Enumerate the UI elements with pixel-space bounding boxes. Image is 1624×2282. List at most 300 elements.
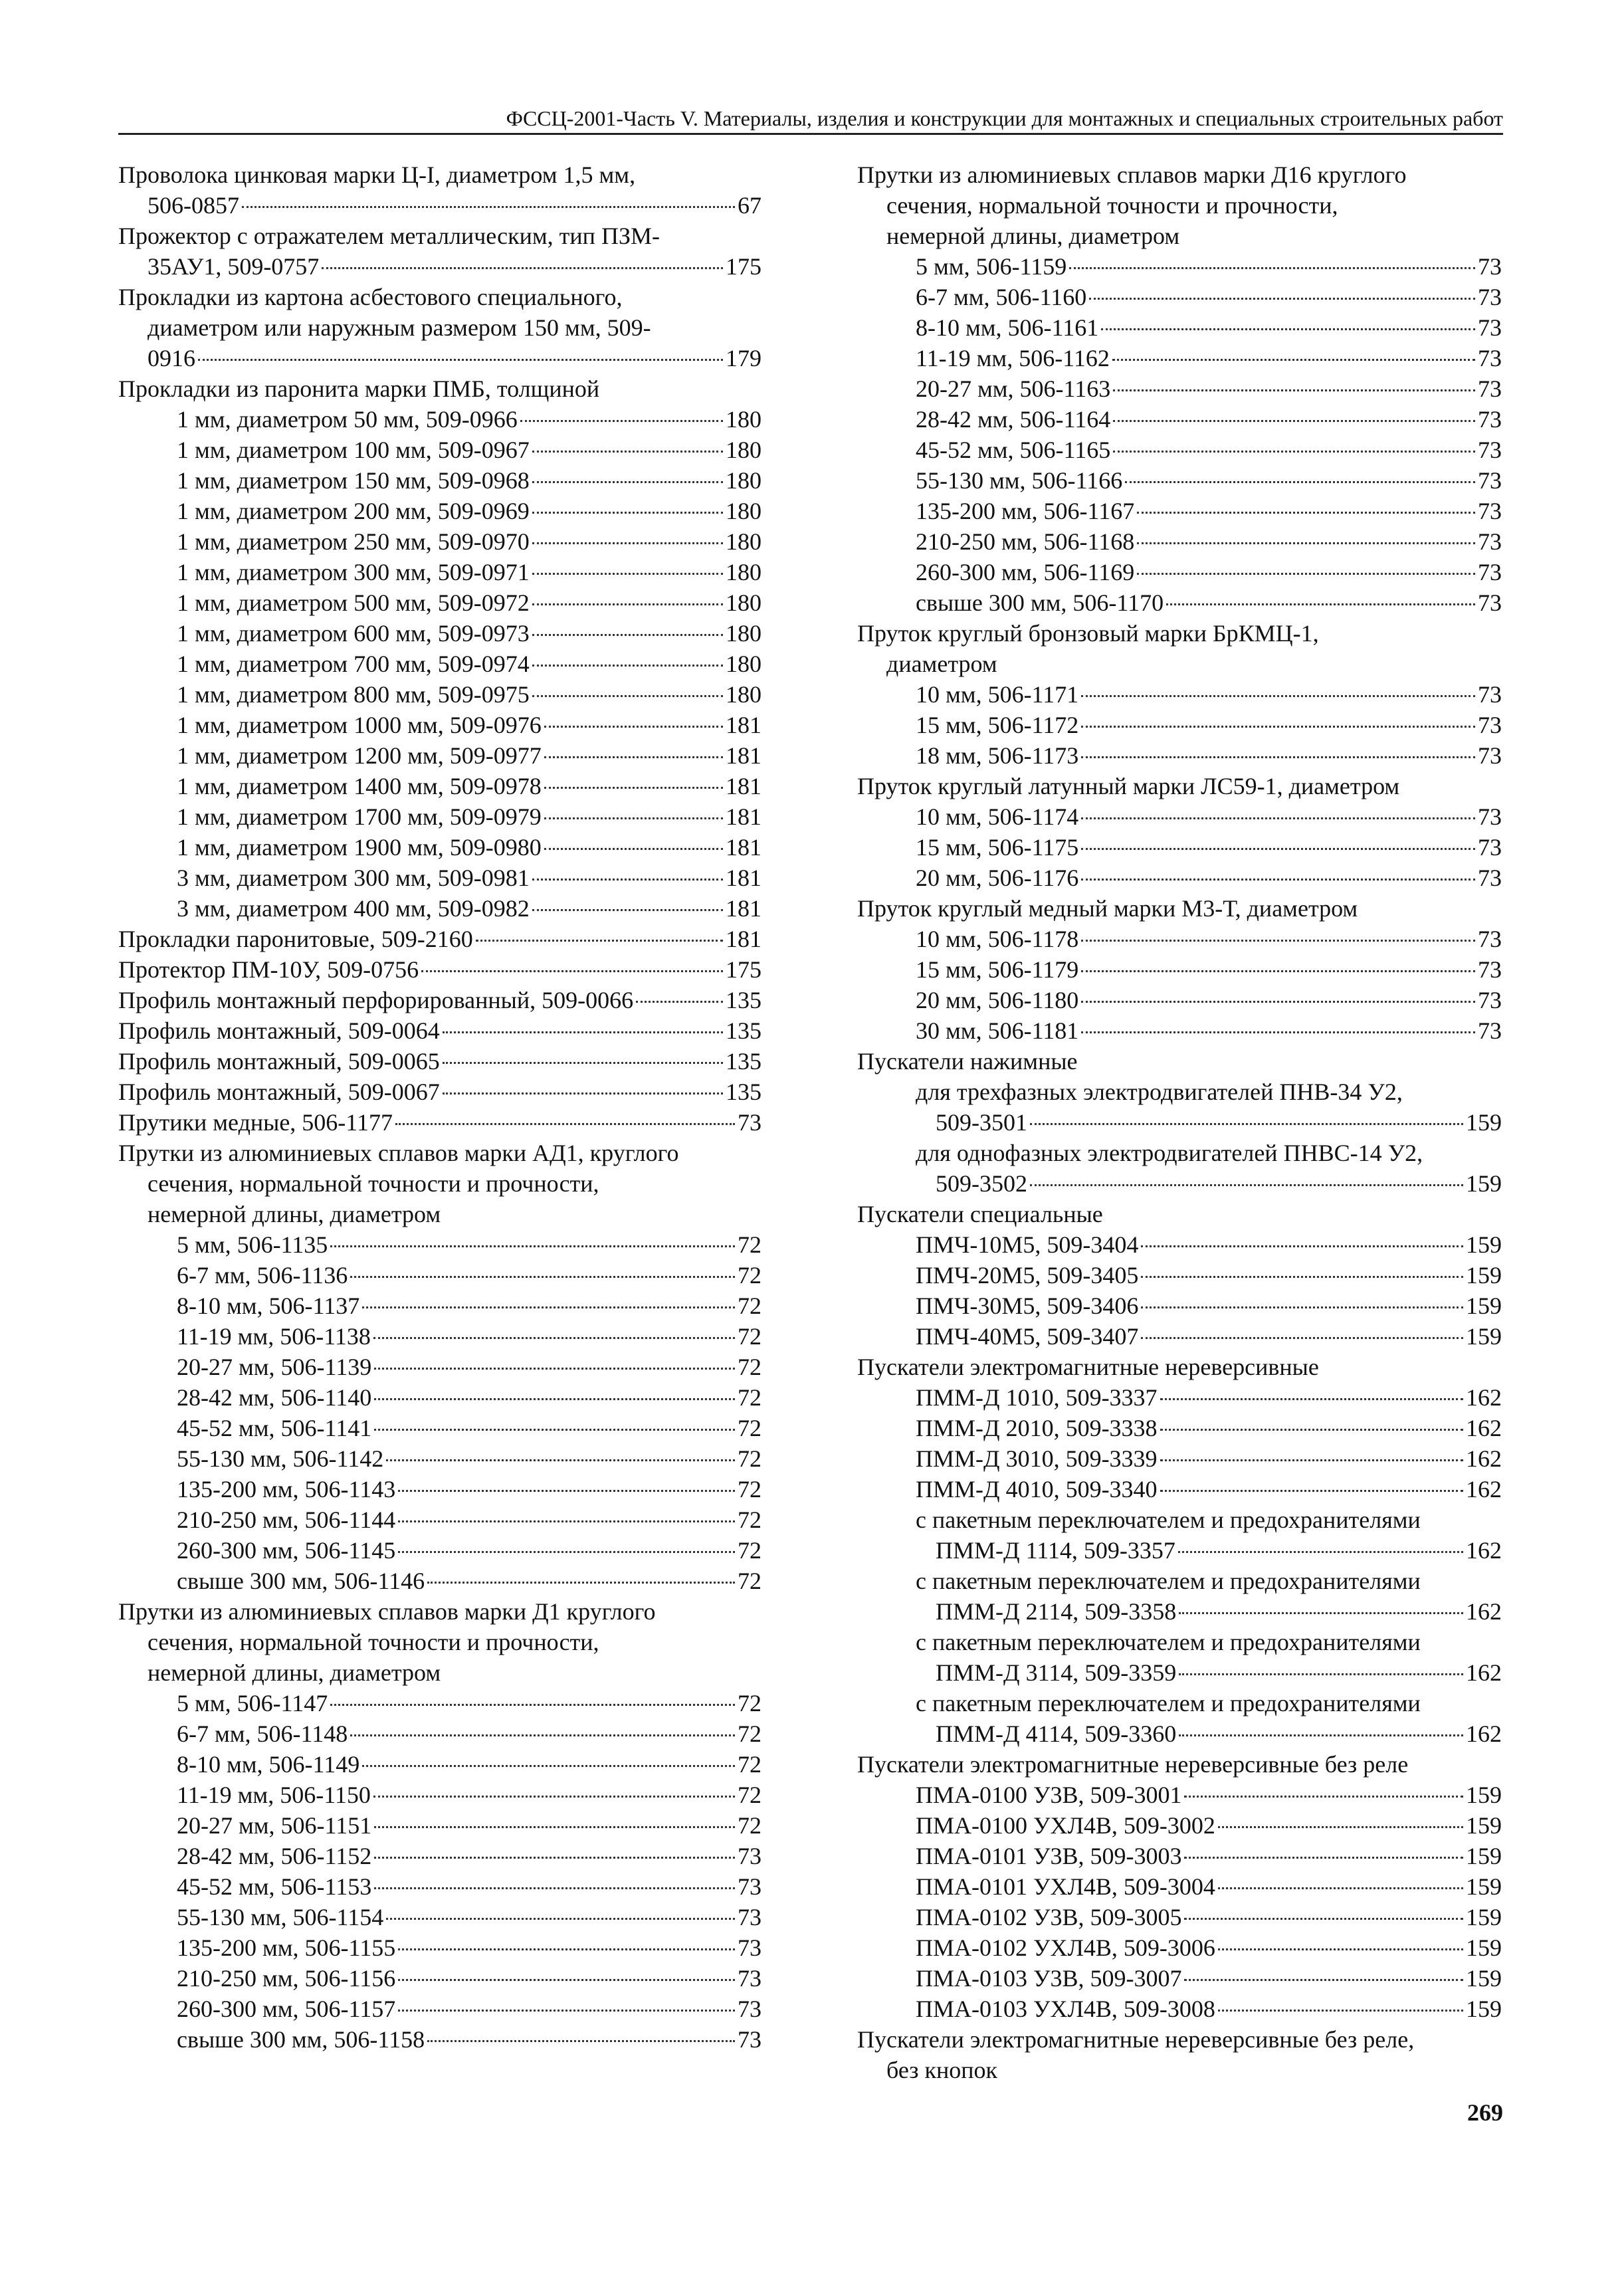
index-heading: сечения, нормальной точности и прочности, xyxy=(886,192,1338,219)
entry-text: ПМА-0101 У3В, 509-3003 xyxy=(916,1843,1182,1869)
dot-leader xyxy=(1081,1031,1475,1033)
entry-page: 180 xyxy=(726,437,761,463)
entry-page: 162 xyxy=(1466,1720,1502,1747)
entry-page: 181 xyxy=(726,742,761,769)
dot-leader xyxy=(1125,481,1475,483)
entry-page: 73 xyxy=(1478,742,1502,769)
dot-leader xyxy=(362,1765,735,1767)
index-entry xyxy=(857,1291,1502,1321)
entry-page: 135 xyxy=(726,1079,761,1105)
dot-leader xyxy=(395,1123,735,1125)
entry-page: 179 xyxy=(726,345,761,371)
dot-leader xyxy=(386,1459,735,1461)
index-entry xyxy=(118,1780,761,1810)
dot-leader xyxy=(330,1704,735,1706)
entry-page: 73 xyxy=(1478,956,1502,983)
dot-leader xyxy=(1030,1123,1463,1125)
entry-page: 181 xyxy=(726,803,761,830)
entry-text: ПМЧ-10М5, 509-3404 xyxy=(916,1231,1139,1258)
entry-text: 8-10 мм, 506-1149 xyxy=(177,1751,360,1778)
entry-text: Прокладки паронитовые, 509-2160 xyxy=(118,926,473,952)
dot-leader xyxy=(1218,2010,1463,2012)
dot-leader xyxy=(350,1276,735,1278)
entry-text: 45-52 мм, 506-1153 xyxy=(177,1873,372,1900)
index-heading: для однофазных электродвигателей ПНВС-14 У2, xyxy=(916,1140,1423,1166)
index-entry xyxy=(857,282,1502,312)
entry-text: 30 мм, 506-1181 xyxy=(916,1017,1079,1044)
entry-text: 3 мм, диаметром 300 мм, 509-0981 xyxy=(177,865,530,891)
entry-page: 181 xyxy=(726,834,761,861)
entry-page: 72 xyxy=(738,1537,761,1564)
dot-leader xyxy=(532,603,723,605)
entry-text: 210-250 мм, 506-1168 xyxy=(916,528,1135,555)
index-entry xyxy=(118,1291,761,1321)
entry-text: 6-7 мм, 506-1160 xyxy=(916,284,1087,310)
index-entry xyxy=(118,1841,761,1871)
index-entry xyxy=(857,526,1502,557)
dot-leader xyxy=(544,817,723,819)
entry-text: 1 мм, диаметром 200 мм, 509-0969 xyxy=(177,498,530,524)
index-entry xyxy=(857,373,1502,404)
index-entry xyxy=(118,1810,761,1841)
entry-page: 180 xyxy=(726,589,761,616)
dot-leader xyxy=(398,1979,735,1981)
index-entry xyxy=(118,435,761,465)
entry-page: 181 xyxy=(726,865,761,891)
index-entry xyxy=(118,1321,761,1352)
index-entry xyxy=(118,343,761,373)
entry-text: 15 мм, 506-1172 xyxy=(916,712,1079,738)
dot-leader xyxy=(374,1368,735,1370)
entry-page: 73 xyxy=(1478,284,1502,310)
dot-leader xyxy=(1030,1184,1463,1186)
entry-text: ПММ-Д 2114, 509-3358 xyxy=(936,1598,1177,1625)
dot-leader xyxy=(443,1092,723,1094)
index-entry xyxy=(118,404,761,435)
index-entry xyxy=(857,1994,1502,2024)
dot-leader xyxy=(1178,1551,1463,1553)
entry-text: Протектор ПМ-10У, 509-0756 xyxy=(118,956,419,983)
index-entry xyxy=(118,649,761,679)
entry-text: 1 мм, диаметром 150 мм, 509-0968 xyxy=(177,467,530,494)
entry-page: 162 xyxy=(1466,1537,1502,1564)
index-entry xyxy=(857,679,1502,710)
entry-text: 45-52 мм, 506-1141 xyxy=(177,1415,372,1441)
entry-page: 181 xyxy=(726,926,761,952)
entry-text: 28-42 мм, 506-1152 xyxy=(177,1843,372,1869)
dot-leader xyxy=(398,2010,735,2012)
index-entry xyxy=(118,1963,761,1994)
index-entry xyxy=(857,1871,1502,1902)
entry-page: 180 xyxy=(726,620,761,647)
index-entry xyxy=(857,1413,1502,1443)
index-entry xyxy=(857,863,1502,893)
entry-page: 73 xyxy=(738,1873,761,1900)
index-entry xyxy=(118,801,761,832)
dot-leader xyxy=(532,481,723,483)
entry-text: 1 мм, диаметром 1200 мм, 509-0977 xyxy=(177,742,542,769)
entry-text: ПМЧ-30М5, 509-3406 xyxy=(916,1293,1139,1319)
index-entry xyxy=(118,1749,761,1780)
dot-leader xyxy=(1113,389,1475,391)
entry-page: 162 xyxy=(1466,1445,1502,1472)
entry-text: ПМА-0101 УХЛ4В, 509-3004 xyxy=(916,1873,1215,1900)
entry-page: 159 xyxy=(1466,1262,1502,1289)
index-heading: Прутки из алюминиевых сплавов марки Д16 круглого xyxy=(857,161,1407,188)
dot-leader xyxy=(1218,1826,1463,1828)
entry-text: ПМЧ-40М5, 509-3407 xyxy=(916,1323,1139,1350)
entry-page: 67 xyxy=(738,192,761,219)
index-entry xyxy=(857,710,1502,740)
entry-page: 73 xyxy=(1478,681,1502,708)
entry-text: 10 мм, 506-1178 xyxy=(916,926,1079,952)
index-entry xyxy=(857,1810,1502,1841)
index-entry xyxy=(857,1780,1502,1810)
entry-page: 159 xyxy=(1466,1934,1502,1961)
index-entry xyxy=(118,740,761,771)
entry-text: 55-130 мм, 506-1166 xyxy=(916,467,1123,494)
entry-page: 72 xyxy=(738,1751,761,1778)
entry-page: 180 xyxy=(726,528,761,555)
index-entry xyxy=(857,1443,1502,1474)
dot-leader xyxy=(544,756,723,758)
index-entry xyxy=(857,1382,1502,1413)
index-entry xyxy=(857,1902,1502,1932)
dot-leader xyxy=(421,970,723,972)
index-entry xyxy=(857,740,1502,771)
index-entry xyxy=(857,1657,1502,1688)
dot-leader xyxy=(427,1582,735,1584)
entry-text: 1 мм, диаметром 1000 мм, 509-0976 xyxy=(177,712,542,738)
entry-page: 135 xyxy=(726,1017,761,1044)
dot-leader xyxy=(1081,726,1475,728)
dot-leader xyxy=(1081,1001,1475,1003)
dot-leader xyxy=(532,879,723,881)
index-heading: с пакетным переключателем и предохранителями xyxy=(916,1690,1421,1716)
entry-text: 20-27 мм, 506-1151 xyxy=(177,1812,372,1839)
entry-page: 159 xyxy=(1466,1965,1502,1992)
dot-leader xyxy=(398,1948,735,1950)
index-entry xyxy=(857,1932,1502,1963)
dot-leader xyxy=(443,1062,723,1064)
entry-text: 1 мм, диаметром 800 мм, 509-0975 xyxy=(177,681,530,708)
entry-page: 180 xyxy=(726,651,761,677)
entry-page: 73 xyxy=(1478,712,1502,738)
index-column-left xyxy=(118,159,761,2055)
index-heading: Пруток круглый медный марки М3-Т, диаметром xyxy=(857,895,1358,922)
entry-page: 72 xyxy=(738,1568,761,1594)
entry-page: 159 xyxy=(1466,1293,1502,1319)
index-entry xyxy=(118,679,761,710)
entry-page: 159 xyxy=(1466,1782,1502,1808)
entry-page: 162 xyxy=(1466,1476,1502,1503)
entry-text: 260-300 мм, 506-1157 xyxy=(177,1996,396,2022)
dot-leader xyxy=(532,909,723,911)
dot-leader xyxy=(1081,756,1475,758)
entry-page: 135 xyxy=(726,987,761,1013)
index-entry xyxy=(857,1107,1502,1138)
index-entry xyxy=(118,1504,761,1535)
index-heading: диаметром xyxy=(886,651,997,677)
entry-page: 72 xyxy=(738,1782,761,1808)
entry-text: 6-7 мм, 506-1136 xyxy=(177,1262,348,1289)
index-entry xyxy=(857,1229,1502,1260)
entry-page: 159 xyxy=(1466,1109,1502,1136)
index-heading: диаметром или наружным размером 150 мм, 509- xyxy=(148,314,651,341)
dot-leader xyxy=(1218,1948,1463,1950)
dot-leader xyxy=(1184,1796,1463,1798)
entry-text: ПМЧ-20М5, 509-3405 xyxy=(916,1262,1139,1289)
entry-page: 72 xyxy=(738,1262,761,1289)
index-column-right xyxy=(857,159,1502,2085)
dot-leader xyxy=(1179,1612,1463,1614)
entry-text: ПММ-Д 3010, 509-3339 xyxy=(916,1445,1158,1472)
index-heading: Пруток круглый бронзовый марки БрКМЦ-1, xyxy=(857,620,1319,647)
entry-text: 1 мм, диаметром 50 мм, 509-0966 xyxy=(177,406,518,433)
index-heading: Пускатели электромагнитные нереверсивные без реле, xyxy=(857,2026,1415,2053)
dot-leader xyxy=(1081,817,1475,819)
dot-leader xyxy=(386,1918,735,1920)
index-entry xyxy=(118,1046,761,1077)
dot-leader xyxy=(1184,1918,1463,1920)
index-heading: Пускатели электромагнитные нереверсивные без реле xyxy=(857,1751,1409,1778)
dot-leader xyxy=(374,1887,735,1889)
index-heading: с пакетным переключателем и предохранителями xyxy=(916,1568,1421,1594)
index-entry xyxy=(118,954,761,985)
entry-page: 73 xyxy=(738,1843,761,1869)
dot-leader xyxy=(1137,542,1475,544)
entry-page: 73 xyxy=(738,1996,761,2022)
entry-text: ПММ-Д 4010, 509-3340 xyxy=(916,1476,1158,1503)
dot-leader xyxy=(532,512,723,514)
entry-text: 135-200 мм, 506-1143 xyxy=(177,1476,396,1503)
dot-leader xyxy=(398,1551,735,1553)
entry-page: 159 xyxy=(1466,1231,1502,1258)
entry-text: 1 мм, диаметром 250 мм, 509-0970 xyxy=(177,528,530,555)
entry-text: свыше 300 мм, 506-1170 xyxy=(916,589,1164,616)
index-entry xyxy=(118,1718,761,1749)
index-entry xyxy=(118,924,761,954)
entry-page: 73 xyxy=(1478,865,1502,891)
entry-text: 20-27 мм, 506-1139 xyxy=(177,1354,372,1380)
entry-page: 72 xyxy=(738,1476,761,1503)
dot-leader xyxy=(1141,1245,1463,1247)
entry-page: 162 xyxy=(1466,1415,1502,1441)
entry-page: 72 xyxy=(738,1231,761,1258)
entry-text: свыше 300 мм, 506-1158 xyxy=(177,2026,425,2053)
index-entry xyxy=(118,1352,761,1382)
entry-page: 72 xyxy=(738,1323,761,1350)
dot-leader xyxy=(373,1337,735,1339)
entry-page: 72 xyxy=(738,1415,761,1441)
entry-page: 162 xyxy=(1466,1659,1502,1686)
entry-text: 260-300 мм, 506-1145 xyxy=(177,1537,396,1564)
index-entry xyxy=(118,1260,761,1291)
running-header: ФССЦ-2001-Часть V. Материалы, изделия и конструкции для монтажных и специальных строительных работ xyxy=(506,106,1503,130)
dot-leader xyxy=(373,1796,735,1798)
dot-leader xyxy=(636,1001,723,1003)
entry-page: 73 xyxy=(1478,987,1502,1013)
entry-page: 72 xyxy=(738,1690,761,1716)
entry-text: 509-3502 xyxy=(936,1170,1027,1197)
entry-text: ПМА-0103 УХЛ4В, 509-3008 xyxy=(916,1996,1215,2022)
entry-text: 28-42 мм, 506-1140 xyxy=(177,1384,372,1411)
entry-page: 73 xyxy=(738,2026,761,2053)
index-heading: сечения, нормальной точности и прочности, xyxy=(148,1170,599,1197)
dot-leader xyxy=(443,1031,723,1033)
entry-page: 72 xyxy=(738,1293,761,1319)
entry-text: 509-3501 xyxy=(936,1109,1027,1136)
entry-page: 175 xyxy=(726,253,761,280)
entry-text: 210-250 мм, 506-1144 xyxy=(177,1506,396,1533)
entry-text: 1 мм, диаметром 1900 мм, 509-0980 xyxy=(177,834,542,861)
dot-leader xyxy=(1179,1673,1463,1675)
dot-leader xyxy=(1137,573,1475,575)
index-heading: без кнопок xyxy=(886,2057,997,2083)
dot-leader xyxy=(532,634,723,636)
index-entry xyxy=(857,404,1502,435)
index-entry xyxy=(118,710,761,740)
entry-text: Профиль монтажный перфорированный, 509-0066 xyxy=(118,987,634,1013)
entry-text: 1 мм, диаметром 300 мм, 509-0971 xyxy=(177,559,530,585)
entry-text: 45-52 мм, 506-1165 xyxy=(916,437,1111,463)
dot-leader xyxy=(1113,420,1475,422)
entry-text: ПМА-0100 УХЛ4В, 509-3002 xyxy=(916,1812,1215,1839)
index-entry xyxy=(118,1535,761,1566)
index-heading: сечения, нормальной точности и прочности, xyxy=(148,1629,599,1655)
entry-text: 1 мм, диаметром 100 мм, 509-0967 xyxy=(177,437,530,463)
dot-leader xyxy=(1081,940,1475,942)
entry-text: 1 мм, диаметром 1700 мм, 509-0979 xyxy=(177,803,542,830)
entry-page: 72 xyxy=(738,1720,761,1747)
entry-text: ПММ-Д 3114, 509-3359 xyxy=(936,1659,1177,1686)
entry-text: 1 мм, диаметром 700 мм, 509-0974 xyxy=(177,651,530,677)
entry-text: 8-10 мм, 506-1161 xyxy=(916,314,1099,341)
index-entry xyxy=(857,954,1502,985)
dot-leader xyxy=(1160,1490,1463,1492)
dot-leader xyxy=(532,451,723,453)
index-heading: с пакетным переключателем и предохранителями xyxy=(916,1506,1421,1533)
entry-page: 159 xyxy=(1466,1996,1502,2022)
entry-text: 210-250 мм, 506-1156 xyxy=(177,1965,396,1992)
entry-text: 6-7 мм, 506-1148 xyxy=(177,1720,348,1747)
index-entry xyxy=(118,190,761,221)
dot-leader xyxy=(1160,1398,1463,1400)
entry-page: 72 xyxy=(738,1445,761,1472)
dot-leader xyxy=(1160,1459,1463,1461)
dot-leader xyxy=(330,1245,735,1247)
index-entry xyxy=(118,1107,761,1138)
entry-text: 506-0857 xyxy=(148,192,239,219)
index-entry xyxy=(118,1077,761,1107)
index-heading: Прокладки из паронита марки ПМБ, толщиной xyxy=(118,375,600,402)
entry-text: 5 мм, 506-1135 xyxy=(177,1231,328,1258)
dot-leader xyxy=(374,1429,735,1431)
entry-text: 1 мм, диаметром 500 мм, 509-0972 xyxy=(177,589,530,616)
page-number: 269 xyxy=(1467,2099,1503,2126)
dot-leader xyxy=(1081,879,1475,881)
dot-leader xyxy=(1184,1857,1463,1859)
entry-text: ПМА-0102 УХЛ4В, 509-3006 xyxy=(916,1934,1215,1961)
entry-text: 10 мм, 506-1171 xyxy=(916,681,1079,708)
index-heading: Прокладки из картона асбестового специального, xyxy=(118,284,623,310)
index-entry xyxy=(857,1596,1502,1627)
entry-page: 73 xyxy=(738,1109,761,1136)
entry-text: 55-130 мм, 506-1142 xyxy=(177,1445,384,1472)
dot-leader xyxy=(362,1306,735,1308)
dot-leader xyxy=(374,1857,735,1859)
dot-leader xyxy=(322,267,723,269)
entry-page: 181 xyxy=(726,895,761,922)
entry-text: 11-19 мм, 506-1138 xyxy=(177,1323,371,1350)
entry-text: 11-19 мм, 506-1150 xyxy=(177,1782,371,1808)
dot-leader xyxy=(1160,1429,1463,1431)
entry-page: 162 xyxy=(1466,1598,1502,1625)
dot-leader xyxy=(398,1490,735,1492)
index-heading: Пускатели специальные xyxy=(857,1201,1103,1227)
entry-text: Прутики медные, 506-1177 xyxy=(118,1109,393,1136)
entry-text: 0916 xyxy=(148,345,195,371)
index-entry xyxy=(118,832,761,863)
index-entry xyxy=(857,1718,1502,1749)
index-entry xyxy=(118,771,761,801)
index-entry xyxy=(857,496,1502,526)
index-entry xyxy=(118,1443,761,1474)
index-entry xyxy=(118,618,761,649)
index-entry xyxy=(118,1474,761,1504)
index-entry xyxy=(118,1229,761,1260)
dot-leader xyxy=(242,206,735,208)
entry-page: 72 xyxy=(738,1354,761,1380)
dot-leader xyxy=(1081,695,1475,697)
dot-leader xyxy=(1081,970,1475,972)
index-entry xyxy=(857,251,1502,282)
index-entry xyxy=(857,557,1502,587)
entry-page: 73 xyxy=(1478,559,1502,585)
entry-text: Профиль монтажный, 509-0067 xyxy=(118,1079,440,1105)
index-entry xyxy=(118,985,761,1015)
dot-leader xyxy=(374,1398,735,1400)
entry-text: 11-19 мм, 506-1162 xyxy=(916,345,1110,371)
index-entry xyxy=(118,1871,761,1902)
dot-leader xyxy=(1166,603,1475,605)
index-entry xyxy=(857,435,1502,465)
index-entry xyxy=(118,587,761,618)
dot-leader xyxy=(427,2040,735,2042)
index-entry xyxy=(857,1168,1502,1199)
entry-page: 73 xyxy=(1478,437,1502,463)
entry-page: 159 xyxy=(1466,1873,1502,1900)
index-entry xyxy=(857,1474,1502,1504)
index-entry xyxy=(857,832,1502,863)
dot-leader xyxy=(198,359,723,361)
index-entry xyxy=(118,863,761,893)
dot-leader xyxy=(374,1826,735,1828)
entry-page: 175 xyxy=(726,956,761,983)
index-heading: для трехфазных электродвигателей ПНВ-34 У2, xyxy=(916,1079,1403,1105)
dot-leader xyxy=(1218,1887,1463,1889)
index-heading: с пакетным переключателем и предохранителями xyxy=(916,1629,1421,1655)
dot-leader xyxy=(532,573,723,575)
entry-page: 180 xyxy=(726,498,761,524)
dot-leader xyxy=(1101,328,1475,330)
index-entry xyxy=(857,801,1502,832)
index-entry xyxy=(857,587,1502,618)
entry-text: ПММ-Д 2010, 509-3338 xyxy=(916,1415,1158,1441)
index-entry xyxy=(857,1260,1502,1291)
index-entry xyxy=(118,251,761,282)
index-entry xyxy=(118,1688,761,1718)
